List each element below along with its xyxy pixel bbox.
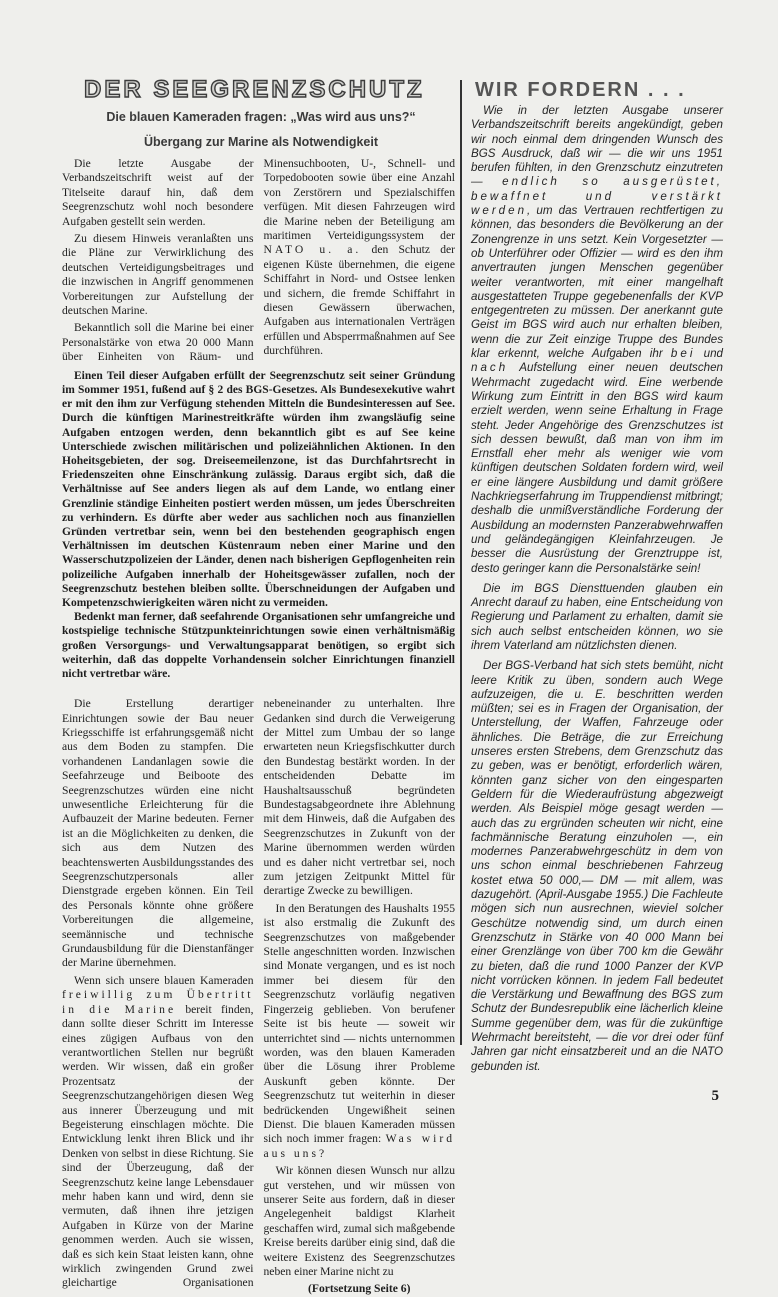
article-body xyxy=(62,157,455,1297)
article-subheading: Übergang zur Marine als Notwendigkeit xyxy=(143,135,379,149)
sidebar xyxy=(471,78,723,1105)
text-run: Der BGS-Verband hat sich stets bemüht, nicht leere Kritik zu üben, sondern auch Wege aufzuzeigen, die u. E. beschritten werden müßten; sei es in Fragen der Organisation, der Unterstellung, der Waffen, Fahrzeuge oder ähnliches. Die Beträge, die zur Erreichung unseres ersten Strebens, dem Grenzschutz das zu geben, was er benötigt, erforderlich wären, könnten ganz sicher von den eingesparten Geldern für die Wiederaufrüstung abgezweigt werden. Als Beispiel möge gesagt werden — auch das zu ergründen scheuten wir nicht, eine fachmännische Beratung einzuholen —, ein modernes Panzerabwehrgeschütz in dem von uns schon einmal beschriebenen Fahrzeug kostet etwa 50 000,— DM — mit allem, was dazugehört. (April-Ausgabe 1955.) Die Fachleute mögen sich nun ausrechnen, wieviel solcher Geschütze notwendig sind, um durch einen Grenzschutz in Stärke von 40 000 Mann bei einer Grenzlänge von über 700 km die Gewähr zu bieten, daß die rund 1000 Panzer der KVP nicht vorrücken können. In jedem Fall bedeutet die Verstärkung und Bewaffnung des BGS zum Schutz der Bundesrepublik eine lächerlich kleine Summe gegenüber dem, was für die zukünftige Wehrmacht bereitsteht, — die vor drei oder fünf Jahren gar nicht einsatzbereit und an die NATO gebunden ist. xyxy=(471,659,723,1073)
article-title: DER SEEGRENZSCHUTZ xyxy=(84,76,425,103)
main-body-text xyxy=(62,697,455,1297)
text-run: Die im BGS Diensttuenden glauben ein Anrecht darauf zu haben, eine Entscheidung von Regierung und Parlament zu erhalten, damit sie sich auch selbst entscheiden können, wo sie ihrem Vaterland am nützlichsten dienen. xyxy=(471,581,723,652)
sidebar-text xyxy=(471,104,723,1074)
text-run: den Schutz der eigenen Küste übernehmen, die eigene Schiffahrt in Nord- und Ostsee lenken und sichern, die fremde Schiffahrt in diesen Gewässern überwachen, Aufgaben aus internationalen Verträgen erfüllen und Absperrmaßnahmen auf See durchführen. xyxy=(263,243,455,358)
paragraph xyxy=(62,610,455,681)
paragraph xyxy=(62,369,455,610)
spaced-emphasis: endlich so ausgerüstet, bewaffnet und verstärkt werden xyxy=(471,175,723,218)
text-run: Zu diesem Hinweis veranlaßten uns die Pläne zur Verwirklichung des deutschen Verteidigungsbeitrages und die inzwischen in Angriff genommenen Vorbereitungen zur Aufstellung der deutschen Marine. xyxy=(62,232,254,318)
intro-text xyxy=(62,157,455,365)
paragraph xyxy=(62,697,254,971)
sidebar-heading: WIR FORDERN . . . xyxy=(475,79,686,101)
text-run: bereit finden, dann sollte dieser Schritt im Interesse eines zügigen Aufbaus von den verantwortlichen Stellen nur begrüßt werden. Wir wissen, daß ein großer Prozentsatz der Seegrenzschutzangehörigen diesen Weg aus innerer Überzeugung und mit Begeisterung einschlagen möchte. Die Entwicklung lenkt ihren Blick und ihr Denken von selbst in diese Richtung. Sie sind der Überzeugung, daß der Seegrenzschutz keine lange Lebensdauer mehr haben kann und wird, denn sie vermuten, daß ihnen ihre jetzigen Aufgaben in Kürze von der Marine genommen werden. Auch sie wissen, daß es sich kein Staat leisten kann, ohne wirklich zwingenden Grund zwei gleichartige Organisationen nebeneinander zu unterhalten. Ihre Gedanken sind durch die Verweigerung der Mittel zum Umbau der so lange erwarteten neun Kriegsfischkutter durch den Bundestag bestärkt worden. In der entscheidenden Debatte im Haushaltsausschuß begründeten Bundestagsabgeordnete ihre Ablehnung mit dem Hinweis, daß die Aufgaben des Seegrenzschutzes in Zukunft von der Marine übernommen werden würden und es daher nicht vertretbar sei, noch zum jetzigen Zeitpunkt Mittel für derartige Zwecke zu bewilligen. xyxy=(62,697,455,1290)
paragraph xyxy=(62,157,254,229)
paragraph xyxy=(471,659,723,1074)
spaced-emphasis: NATO u. a. xyxy=(263,243,362,257)
text-run: und xyxy=(695,347,723,361)
bold-emphasis-text xyxy=(62,369,455,681)
spaced-emphasis: Was wird aus uns? xyxy=(263,1132,455,1160)
text-run: Die Erstellung derartiger Einrichtungen sowie der Bau neuer Kriegsschiffe ist erfahrungsgemäß nicht aus dem Boden zu stampfen. Die vorhandenen Landanlagen sowie die Seefahrzeuge und Beiboote des Seegrenzschutzes würden eine nicht unwesentliche Erleichterung für die Aufbauzeit der Marine bedeuten. Ferner ist an die Möglichkeiten zu denken, die sich aus dem Nutzen des beachtenswerten Ausbildungsstandes des Seegrenzschutzpersonals aller Dienstgrade ergeben können. Ein Teil des Personals könnte ohne größere Vorbereitungen die allgemeine, seemännische und technische Grundausbildung für die Dienstanfänger der Marine übernehmen. xyxy=(62,697,254,970)
spaced-emphasis: freiwillig zum Übertritt in die Marine xyxy=(62,988,254,1016)
continuation-note: (Fortsetzung Seite 6) xyxy=(308,1282,411,1296)
paragraph xyxy=(471,104,723,576)
paragraph xyxy=(62,232,254,318)
text-run: Wenn sich unsere blauen Kameraden xyxy=(74,973,254,987)
paragraph xyxy=(471,582,723,653)
text-run: , um das Vertrauen rechtfertigen zu können, das besonders die Bevölkerung an der Zonengrenze in uns setzt. Kein Vorgesetzter — ob Unterführer oder Offizier — wird es den ihm anvertrauten jungen Menschen gegenüber weiter verantworten, mit einer mangelhaft ausgestatteten Truppe gegebenenfalls der KVP entgegentreten zu müssen. Der anerkannt gute Geist im BGS wird auch nur erhalten bleiben, wenn die zur Zeit einzige Truppe des Bundes klar erkennt, welche Aufgaben ihr xyxy=(471,204,723,361)
text-run: Die letzte Ausgabe der Verbandszeitschrift weist auf der Titelseite darauf hin, daß dem Seegrenzschutz wohl noch besondere Aufgaben gestellt sein werden. xyxy=(62,157,254,228)
text-run: In den Beratungen des Haushalts 1955 ist also erstmalig die Zukunft des Seegrenzschutzes von maßgebender Stelle angeschnitten worden. Inzwischen sind Monate vergangen, und es ist noch immer bei diesem für den Seegrenzschutz vorläufig negativen Fingerzeig geblieben. Von berufener Seite ist bis heute — soweit wir unterrichtet sind — nichts unternommen worden, was den blauen Kameraden über die Lösung ihrer Probleme Auskunft geben könnte. Der Seegrenzschutz tut weiterhin in dieser bedrückenden Ungewißheit seinen Dienst. Die blauen Kameraden müssen sich noch immer fragen: xyxy=(263,901,455,1146)
page-number: 5 xyxy=(711,1087,719,1104)
text-run: Einen Teil dieser Aufgaben erfüllt der Seegrenzschutz seit seiner Gründung im Sommer 1951, fußend auf § 2 des BGS-Gesetzes. Als Bundesexekutive wahrt er mit den ihm zur Verfügung stehenden Mitteln die Bundesinteressen auf See. Durch die künftigen Marinestreitkräfte würden ihm zwangsläufig seine Aufgaben entzogen werden, denn bekanntlich gibt es auf See keine Unterschiede zwischen militärischen und polizeiähnlichen Aktionen. In den Hoheitsgebieten, der sog. Dreiseemeilenzone, ist das Durchfahrtsrecht in Friedenszeiten ohne Einschränkung zulässig. Daraus ergibt sich, daß die Verhältnisse auf See anders liegen als auf dem Lande, wo entlang einer Grenzlinie ständige Einheiten postiert werden müssen, um jedes Überschreiten zu verhindern. Es dürfte aber weder aus sachlichen noch aus finanziellen Gründen vertretbar sein, wenn bei den bestehenden geographisch engen Verhältnissen im deutschen Küstenraum neben einer Marine und den Wasserschutzpolizeien der Länder, denen nach bisherigen Gepflogenheiten rein polizeiliche Aufgaben innerhalb der Hoheitsgewässer zufallen, noch der Seegrenzschutz bestehen bleiben sollte. Überschneidungen der Aufgaben und Kompetenzschwierigkeiten wären nicht zu vermeiden. xyxy=(62,369,455,609)
text-run: Aufstellung einer neuen deutschen Wehrmacht zugedacht wird. Eine werbende Wirkung zum Eintritt in den BGS wird kaum erzielt werden, wenn seine Erhaltung in Frage steht. Jeder Angehörige des Grenzschutzes ist sich dessen bewußt, daß man von ihm im Ernstfall eher mehr als weniger wie vom künftigen deutschen Soldaten fordern wird, weil er eine längere Ausbildung und damit größere Nachkriegserfahrung im Truppendienst mitbringt; deshalb die unmißverständliche Forderung der Ausbildung an modernsten Panzerabwehrwaffen und geländegängigen Kleinfahrzeugen. Je besser die Ausrüstung der Grenztruppe ist, desto geringer kann die Personalstärke sein! xyxy=(471,361,723,575)
paragraph xyxy=(264,1164,456,1279)
article-subtitle: Die blauen Kameraden fragen: „Was wird aus uns?“ xyxy=(106,110,416,124)
text-run: Bekanntlich soll die Marine bei einer Personalstärke von etwa 20 000 Mann über Einheiten von Räum- und Minensuchbooten, U-, Schnell- und Torpedobooten sowie über eine Anzahl von Zerstörern und Spezialschiffen verfügen. Mit diesen Fahrzeugen wird die Marine neben der Beteiligung am maritimen Verteidigungssystem der xyxy=(62,157,455,364)
column-divider xyxy=(460,80,462,1045)
spaced-emphasis: nach xyxy=(471,361,509,375)
spaced-emphasis: bei xyxy=(670,347,696,361)
text-run: Wir können diesen Wunsch nur allzu gut verstehen, und wir müssen von unserer Seite aus fordern, daß in dieser Angelegenheit baldigst Klarheit geschaffen wird, zumal sich maßgebende Kreise bereits darüber einig sind, daß die weitere Existenz des Seegrenzschutzes neben einer Marine nicht zu xyxy=(263,1164,455,1278)
text-run: Wie in der letzten Ausgabe unserer Verbandszeitschrift bereits angekündigt, geben wir noch einmal dem dringenden Wunsch des BGS Ausdruck, daß wir — die wir uns 1951 berufen fühlten, in den Grenzschutz einzutreten — xyxy=(471,104,723,189)
text-run: Bedenkt man ferner, daß seefahrende Organisationen sehr umfangreiche und kostspielige technische Stützpunkteinrichtungen sowie einen verhältnismäßig großen Versorgungs- und Verwaltungsapparat benötigen, so ergibt sich weiterhin, daß das doppelte Vorhandensein solcher Einrichtungen finanziell nicht vertretbar wäre. xyxy=(62,611,455,680)
paragraph xyxy=(264,902,456,1161)
